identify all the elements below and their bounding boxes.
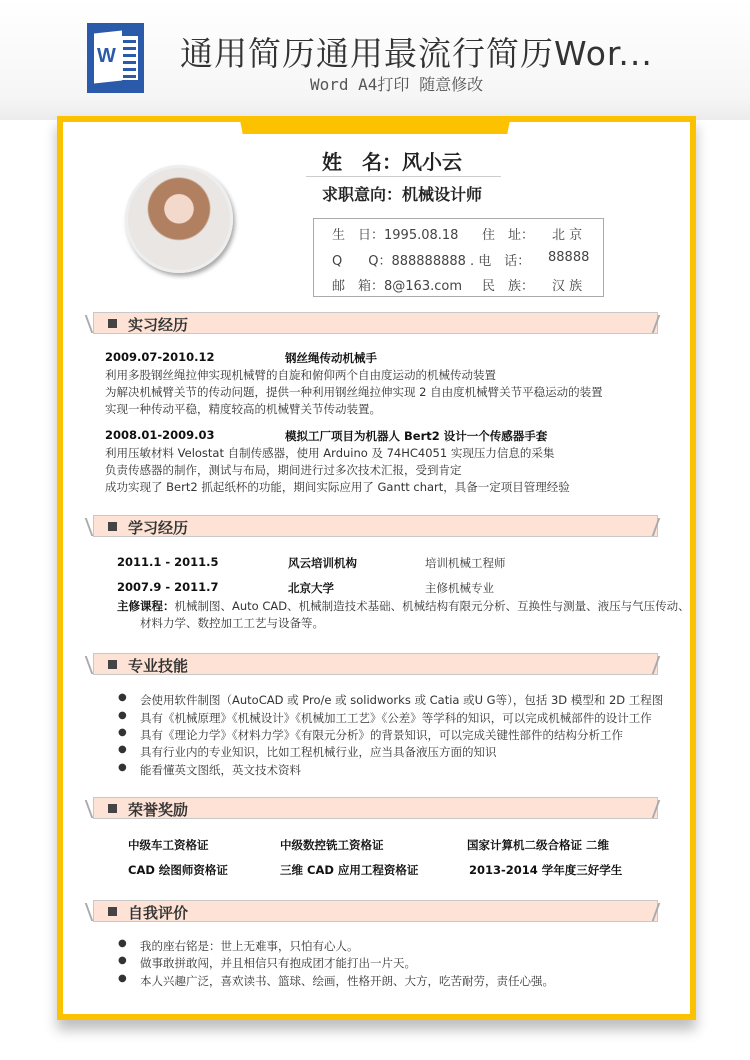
skill-item: ● 会使用软件制图（AutoCAD 或 Pro/e 或 solidworks 或 Catia 或U G等），包括 3D 模型和 2D 工程图 <box>118 692 663 708</box>
document-subtitle: Word A4打印 随意修改 <box>310 75 484 94</box>
intern-title: 钢丝绳传动机械手 <box>285 351 377 365</box>
word-icon <box>87 23 144 93</box>
edu-school: 北京大学 <box>288 581 334 595</box>
section-awards <box>93 797 658 819</box>
self-item: ● 本人兴趣广泛，喜欢读书、篮球、绘画，性格开朗、大方，吃苦耐劳，责任心强。 <box>118 973 554 989</box>
edu-major: 培训机械工程师 <box>425 556 506 570</box>
intern-date: 2009.07-2010.12 <box>105 350 215 364</box>
section-intern <box>93 312 658 334</box>
self-item: ● 做事敢拼敢闯，并且相信只有抱成团才能打出一片天。 <box>118 955 416 971</box>
section-education <box>93 515 658 537</box>
intern-line: 负责传感器的制作，测试与布局，期间进行过多次技术汇报，受到肯定 <box>105 463 462 477</box>
section-skills <box>93 653 658 675</box>
courses-line: 机械制图、Auto CAD、机械制造技术基础、机械结构有限元分析、互换性与测量、液压与气压传动、 <box>174 599 690 613</box>
edu-date: 2011.1 - 2011.5 <box>117 555 219 569</box>
divider <box>306 176 501 177</box>
award-item: CAD 绘图师资格证 <box>128 863 228 877</box>
award-item: 2013-2014 学年度三好学生 <box>469 863 623 877</box>
section-title: 自我评价 <box>128 904 189 922</box>
skill-item: ● 具有《机械原理》《机械设计》《机械加工工艺》《公差》等学科的知识，可以完成机械部件的设计工作 <box>118 710 652 726</box>
courses-line: 材料力学、数控加工工艺与设备等。 <box>140 616 324 630</box>
document-title: 通用简历通用最流行简历Wor... <box>180 34 653 73</box>
info-address-label: 住 址： <box>482 228 535 243</box>
award-item: 中级车工资格证 <box>128 838 209 852</box>
info-box <box>313 218 604 297</box>
intern-line: 为解决机械臂关节的传动问题，提供一种利用钢丝绳拉伸实现 2 自由度机械臂关节平稳运动的装置 <box>105 385 603 399</box>
intern-line: 利用多股钢丝绳拉伸实现机械臂的自旋和俯仰两个自由度运动的机械传动装置 <box>105 368 496 382</box>
section-title: 专业技能 <box>128 657 189 675</box>
skill-item: ● 具有《理论力学》《材料力学》《有限元分析》的背景知识，可以完成关键性部件的结构分析工作 <box>118 727 623 743</box>
intern-date: 2008.01-2009.03 <box>105 428 215 442</box>
skill-item: ● 具有行业内的专业知识，比如工程机械行业，应当具备液压方面的知识 <box>118 744 497 760</box>
info-qq: Q Q：888888888 <box>332 254 466 269</box>
edu-school: 风云培训机构 <box>288 556 357 570</box>
info-birthday: 生 日：1995.08.18 <box>332 228 459 243</box>
section-title: 学习经历 <box>128 519 189 537</box>
intern-title: 模拟工厂项目为机器人 Bert2 设计一个传感器手套 <box>285 429 548 443</box>
avatar <box>125 165 233 273</box>
name: 姓 名：风小云 <box>322 150 462 174</box>
info-email: 邮 箱：8@163.com <box>332 279 462 294</box>
edu-major: 主修机械专业 <box>425 581 494 595</box>
section-title: 荣誉奖励 <box>128 801 189 819</box>
award-item: 中级数控铣工资格证 <box>280 838 384 852</box>
edu-date: 2007.9 - 2011.7 <box>117 580 219 594</box>
section-self-evaluation <box>93 900 658 922</box>
word-letter: W <box>97 45 116 67</box>
self-item: ● 我的座右铭是：世上无难事，只怕有心人。 <box>118 938 359 954</box>
info-ethnicity: 汉 族 <box>552 279 583 294</box>
info-ethnicity-label: 民 族： <box>482 279 535 294</box>
intern-line: 实现一种传动平稳，精度较高的机械臂关节传动装置。 <box>105 402 381 416</box>
job-intent: 求职意向：机械设计师 <box>322 185 483 204</box>
info-phone: 88888 <box>548 250 590 265</box>
section-title: 实习经历 <box>128 316 189 334</box>
courses-label: 主修课程： <box>117 599 175 613</box>
intern-line: 利用压敏材料 Velostat 自制传感器，使用 Arduino 及 74HC4051 实现压力信息的采集 <box>105 446 555 460</box>
award-item: 三维 CAD 应用工程资格证 <box>280 863 419 877</box>
info-phone-label: . 电 话： <box>470 254 531 269</box>
award-item: 国家计算机二级合格证 二维 <box>467 838 610 852</box>
info-address: 北 京 <box>552 228 583 243</box>
skill-item: ● 能看懂英文图纸，英文技术资料 <box>118 762 301 778</box>
intern-line: 成功实现了 Bert2 抓起纸杯的功能，期间实际应用了 Gantt chart，具备一定项目管理经验 <box>105 480 570 494</box>
frame-tab <box>240 120 510 134</box>
